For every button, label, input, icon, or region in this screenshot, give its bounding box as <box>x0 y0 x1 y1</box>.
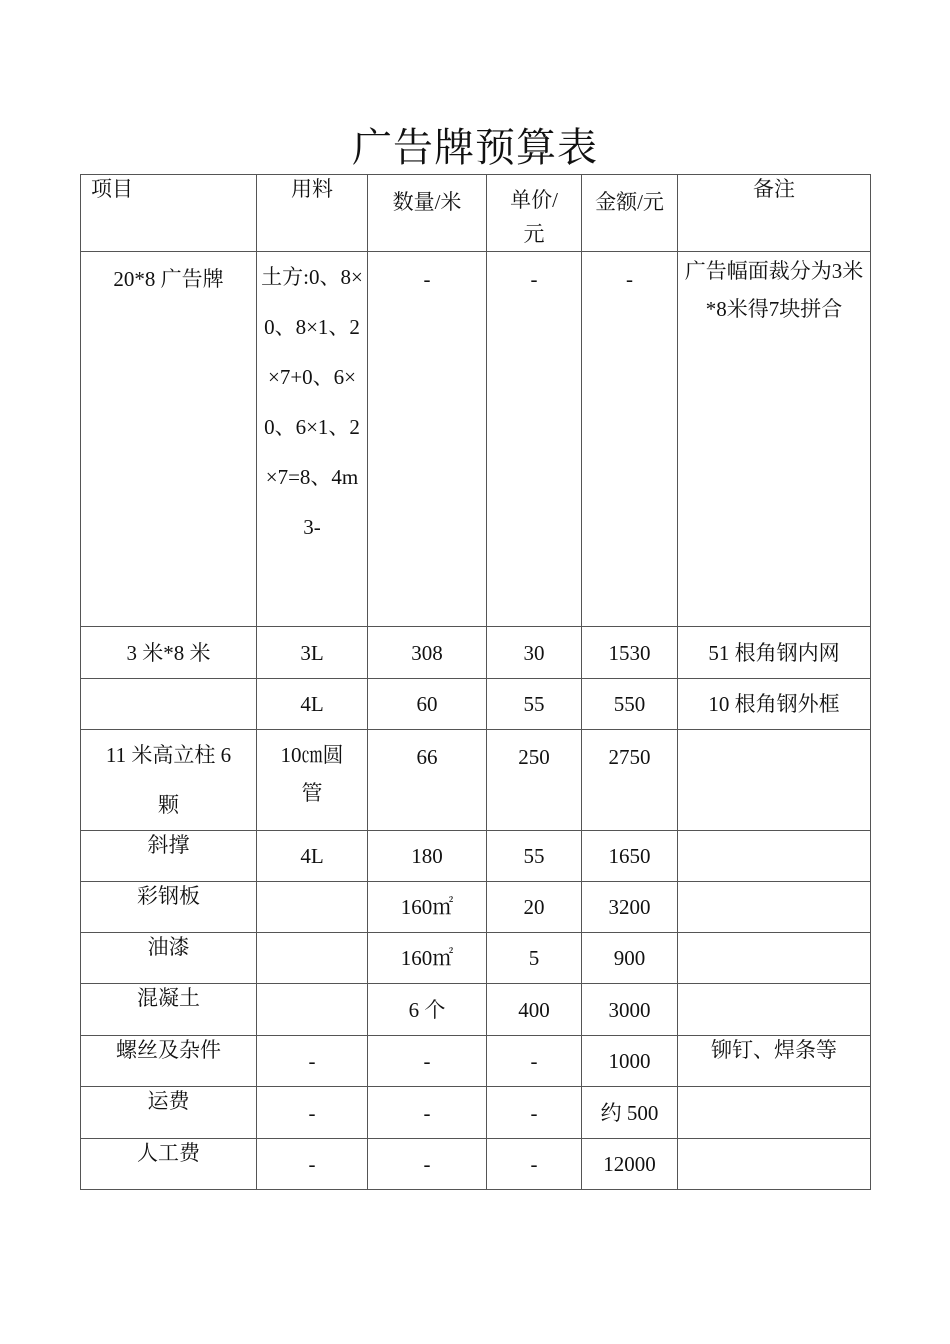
cell-material: 4L <box>257 679 368 730</box>
cell-unit-price: - <box>487 1139 582 1190</box>
cell-material: - <box>257 1087 368 1139</box>
cell-quantity: 308 <box>368 627 487 679</box>
cell-quantity: - <box>368 1139 487 1190</box>
cell-quantity: 66 <box>368 730 487 831</box>
table-row <box>81 679 871 730</box>
cell-amount: 3200 <box>582 882 678 933</box>
cell-remark <box>678 831 871 882</box>
cell-item: 3 米*8 米 <box>81 627 257 679</box>
cell-item <box>81 679 257 730</box>
cell-remark: 广告幅面裁分为3米*8米得7块拼合 <box>678 252 871 627</box>
cell-amount: 900 <box>582 933 678 984</box>
table-row <box>81 933 871 984</box>
cell-material: 4L <box>257 831 368 882</box>
table-header-row <box>81 175 871 252</box>
header-remark: 备注 <box>678 175 871 252</box>
table-row <box>81 831 871 882</box>
table-row <box>81 882 871 933</box>
cell-quantity: 160㎡ <box>368 933 487 984</box>
cell-quantity: 180 <box>368 831 487 882</box>
cell-quantity: 6 个 <box>368 984 487 1036</box>
cell-item: 彩钢板 <box>81 882 257 933</box>
table-row <box>81 1087 871 1139</box>
table-row <box>81 984 871 1036</box>
table-row <box>81 627 871 679</box>
cell-unit-price: 250 <box>487 730 582 831</box>
cell-material: 10㎝圆管 <box>257 730 368 831</box>
cell-remark: 10 根角钢外框 <box>678 679 871 730</box>
cell-amount: 约 500 <box>582 1087 678 1139</box>
cell-item: 螺丝及杂件 <box>81 1036 257 1087</box>
cell-quantity: 160㎡ <box>368 882 487 933</box>
cell-amount: - <box>582 252 678 627</box>
budget-table <box>80 174 871 1190</box>
cell-item: 20*8 广告牌 <box>81 252 257 627</box>
cell-remark: 51 根角钢内网 <box>678 627 871 679</box>
header-amount: 金额/元 <box>582 175 678 252</box>
cell-remark <box>678 984 871 1036</box>
cell-item: 油漆 <box>81 933 257 984</box>
cell-amount: 3000 <box>582 984 678 1036</box>
page-title: 广告牌预算表 <box>352 125 598 170</box>
cell-amount: 1650 <box>582 831 678 882</box>
table-row <box>81 730 871 831</box>
cell-material <box>257 882 368 933</box>
cell-unit-price: 20 <box>487 882 582 933</box>
cell-unit-price: - <box>487 1087 582 1139</box>
cell-item: 11 米高立柱 6 颗 <box>81 730 257 831</box>
cell-amount: 1530 <box>582 627 678 679</box>
cell-unit-price: 5 <box>487 933 582 984</box>
cell-amount: 550 <box>582 679 678 730</box>
cell-material <box>257 933 368 984</box>
cell-material: 土方:0、8×0、8×1、2×7+0、6×0、6×1、2×7=8、4m3- <box>257 252 368 627</box>
cell-unit-price: 55 <box>487 679 582 730</box>
table-row <box>81 252 871 627</box>
header-unit-price: 单价/元 <box>487 175 582 252</box>
cell-material: - <box>257 1139 368 1190</box>
cell-unit-price: 400 <box>487 984 582 1036</box>
header-quantity: 数量/米 <box>368 175 487 252</box>
cell-item: 人工费 <box>81 1139 257 1190</box>
cell-material: - <box>257 1036 368 1087</box>
cell-remark <box>678 1139 871 1190</box>
cell-material: 3L <box>257 627 368 679</box>
cell-remark <box>678 1087 871 1139</box>
cell-amount: 2750 <box>582 730 678 831</box>
table-row <box>81 1036 871 1087</box>
cell-quantity: 60 <box>368 679 487 730</box>
cell-unit-price: 55 <box>487 831 582 882</box>
cell-unit-price: - <box>487 252 582 627</box>
header-material: 用料 <box>257 175 368 252</box>
cell-remark <box>678 730 871 831</box>
cell-item: 运费 <box>81 1087 257 1139</box>
cell-quantity: - <box>368 1087 487 1139</box>
header-item: 项目 <box>81 175 257 252</box>
cell-unit-price: - <box>487 1036 582 1087</box>
table-row <box>81 1139 871 1190</box>
cell-item: 斜撑 <box>81 831 257 882</box>
cell-material <box>257 984 368 1036</box>
cell-quantity: - <box>368 252 487 627</box>
cell-amount: 12000 <box>582 1139 678 1190</box>
cell-unit-price: 30 <box>487 627 582 679</box>
cell-item: 混凝土 <box>81 984 257 1036</box>
cell-remark <box>678 882 871 933</box>
cell-remark <box>678 933 871 984</box>
cell-amount: 1000 <box>582 1036 678 1087</box>
cell-remark: 铆钉、焊条等 <box>678 1036 871 1087</box>
cell-quantity: - <box>368 1036 487 1087</box>
